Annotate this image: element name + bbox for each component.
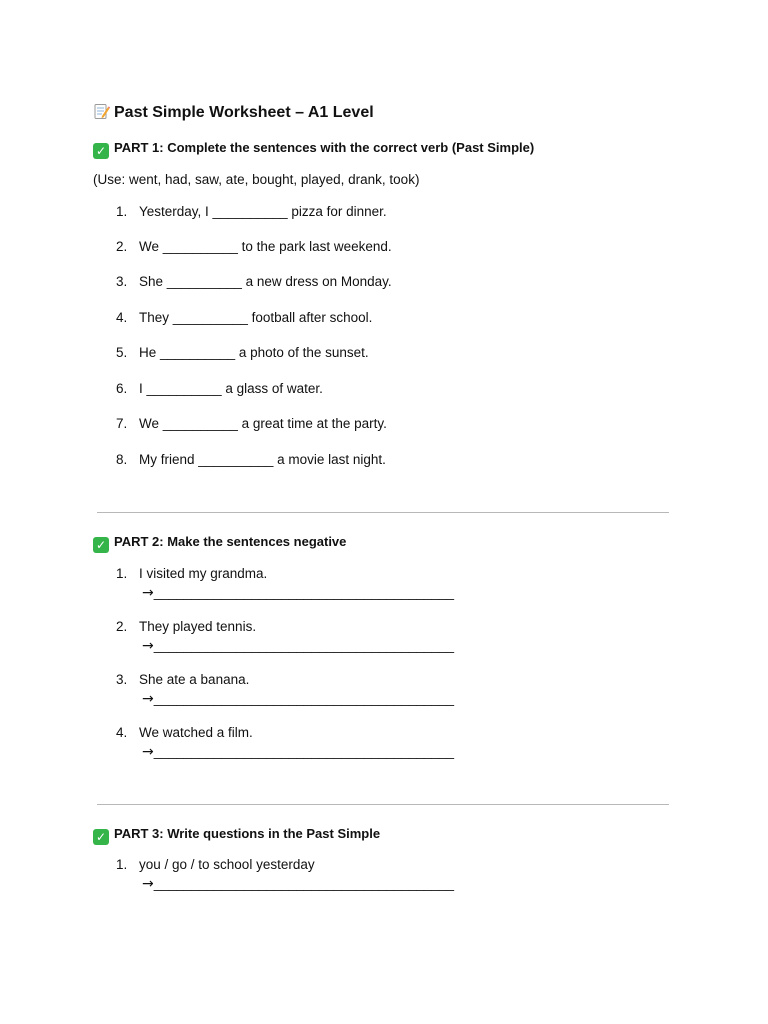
- list-item: She __________ a new dress on Monday.: [139, 274, 392, 289]
- list-item-number: 2.: [116, 239, 128, 254]
- list-item: We __________ to the park last weekend.: [139, 239, 392, 254]
- check-mark-icon: ✓: [93, 537, 109, 553]
- part1-instructions: (Use: went, had, saw, ate, bought, played, drank, took): [93, 172, 420, 187]
- list-item-number: 1.: [116, 204, 128, 219]
- check-mark-icon: ✓: [93, 829, 109, 845]
- list-item-number: 4.: [116, 310, 128, 325]
- list-item-number: 1.: [116, 857, 128, 872]
- answer-line[interactable]: →________________________________________: [142, 744, 455, 760]
- list-item: you / go / to school yesterday: [139, 857, 315, 872]
- answer-line[interactable]: →________________________________________: [142, 638, 455, 654]
- list-item: Yesterday, I __________ pizza for dinner.: [139, 204, 387, 219]
- answer-line[interactable]: →________________________________________: [142, 585, 455, 601]
- check-mark-icon: ✓: [93, 143, 109, 159]
- list-item: They __________ football after school.: [139, 310, 373, 325]
- list-item: She ate a banana.: [139, 672, 250, 687]
- title-text: Past Simple Worksheet – A1 Level: [114, 104, 374, 121]
- list-item-number: 5.: [116, 345, 128, 360]
- part1-heading: ✓ PART 1: Complete the sentences with the correct verb (Past Simple): [93, 140, 534, 159]
- page-title: [93, 103, 374, 122]
- list-item: He __________ a photo of the sunset.: [139, 345, 369, 360]
- section-divider: [97, 512, 669, 513]
- list-item: They played tennis.: [139, 619, 257, 634]
- arrow-icon: →: [142, 691, 154, 707]
- list-item-number: 2.: [116, 619, 128, 634]
- part2-heading: ✓ PART 2: Make the sentences negative: [93, 534, 346, 553]
- arrow-icon: →: [142, 744, 154, 760]
- arrow-icon: →: [142, 876, 154, 892]
- list-item: We watched a film.: [139, 725, 253, 740]
- memo-icon: [93, 103, 110, 120]
- list-item-number: 6.: [116, 381, 128, 396]
- list-item-number: 7.: [116, 416, 128, 431]
- list-item: I visited my grandma.: [139, 566, 268, 581]
- list-item-number: 3.: [116, 274, 128, 289]
- list-item: My friend __________ a movie last night.: [139, 452, 386, 467]
- list-item: I __________ a glass of water.: [139, 381, 323, 396]
- list-item-number: 3.: [116, 672, 128, 687]
- list-item-number: 1.: [116, 566, 128, 581]
- section-divider: [97, 804, 669, 805]
- list-item-number: 8.: [116, 452, 128, 467]
- answer-line[interactable]: →________________________________________: [142, 876, 455, 892]
- part3-heading: ✓ PART 3: Write questions in the Past Simple: [93, 826, 380, 845]
- list-item: We __________ a great time at the party.: [139, 416, 387, 431]
- answer-line[interactable]: →________________________________________: [142, 691, 455, 707]
- arrow-icon: →: [142, 638, 154, 654]
- arrow-icon: →: [142, 585, 154, 601]
- list-item-number: 4.: [116, 725, 128, 740]
